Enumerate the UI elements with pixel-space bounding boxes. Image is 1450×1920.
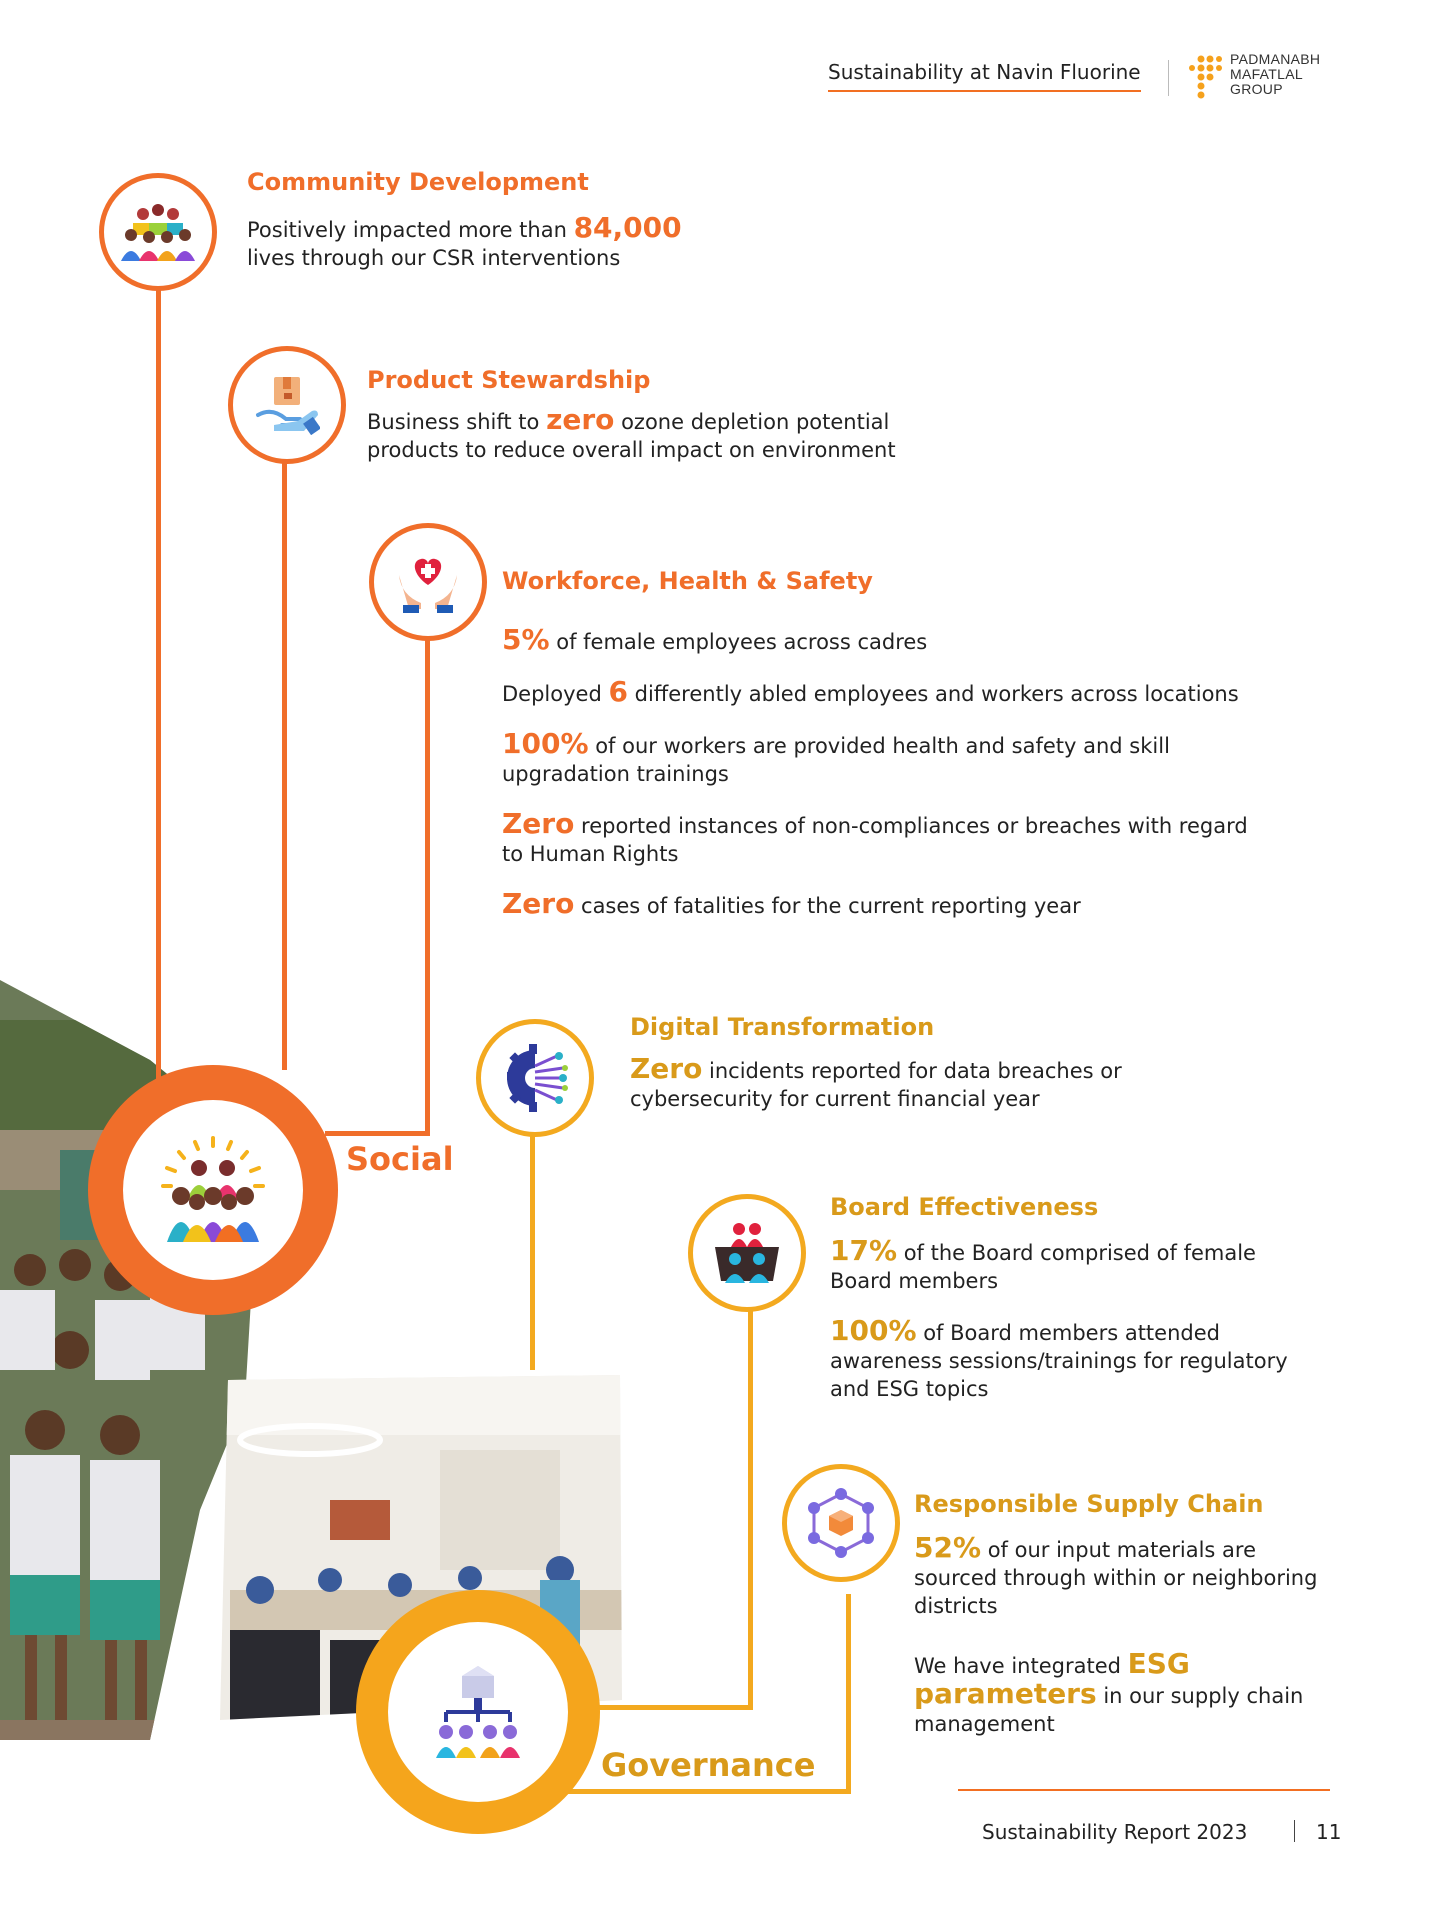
board-item [830, 1314, 1310, 1403]
board-item-highlight: 17% [830, 1234, 898, 1267]
supply-item-highlight: 52% [914, 1531, 982, 1564]
product-stewardship-circle [228, 346, 346, 464]
workforce-list [502, 623, 1262, 942]
social-people-icon [157, 1134, 269, 1246]
community-post: lives through our CSR interventions [247, 246, 621, 270]
header-separator [1168, 60, 1169, 96]
workforce-item-text: of female employees across cadres [549, 630, 928, 654]
workforce-item-text: reported instances of non-compliances or breaches with regard to Human Rights [502, 814, 1248, 866]
digital-highlight: Zero [630, 1052, 703, 1085]
product-highlight: zero [546, 403, 615, 436]
product-heading: Product Stewardship [367, 366, 651, 394]
workforce-item [502, 675, 1262, 708]
community-icon [119, 201, 197, 263]
footer-divider [958, 1789, 1330, 1791]
health-safety-icon [395, 549, 461, 615]
header-title: Sustainability at Navin Fluorine [828, 60, 1141, 92]
supply-item-text: of our input materials are sourced through within or neighboring districts [914, 1538, 1318, 1618]
workforce-item-text: cases of fatalities for the current reporting year [574, 894, 1081, 918]
connector-line [156, 285, 161, 1085]
workforce-item [502, 727, 1262, 788]
product-stewardship-icon [254, 375, 320, 435]
social-circle [123, 1100, 303, 1280]
supply-item [914, 1647, 1334, 1738]
board-icon [711, 1221, 783, 1285]
social-label: Social [346, 1140, 454, 1178]
supply-list [914, 1531, 1334, 1760]
workforce-item [502, 807, 1262, 868]
logo-line-1: PADMANABH [1230, 51, 1321, 67]
connector-line [425, 636, 430, 1136]
community-pre: Positively impacted more than [247, 218, 574, 242]
workforce-item-highlight: 6 [608, 675, 628, 708]
board-item-highlight: 100% [830, 1314, 917, 1347]
connector-line [325, 1131, 430, 1136]
board-circle [688, 1194, 806, 1312]
workforce-circle [369, 523, 487, 641]
workforce-item [502, 623, 1262, 656]
governance-label: Governance [601, 1746, 816, 1784]
community-highlight: 84,000 [573, 211, 682, 244]
community-heading: Community Development [247, 168, 589, 196]
governance-org-icon [428, 1662, 528, 1762]
community-text [247, 211, 787, 272]
digital-body: incidents reported for data breaches or cybersecurity for current financial year [630, 1059, 1122, 1111]
board-item-text: of Board members attended awareness sessions/trainings for regulatory and ESG topics [830, 1321, 1288, 1401]
connector-line [282, 460, 287, 1070]
supply-chain-circle [782, 1464, 900, 1582]
supply-item-pre: We have integrated [914, 1654, 1128, 1678]
digital-circle [476, 1019, 594, 1137]
product-post: ozone depletion potential products to reduce overall impact on environment [367, 410, 896, 462]
board-item-text: of the Board comprised of female Board members [830, 1241, 1256, 1293]
supply-item-text: in our supply chain management [914, 1684, 1304, 1736]
supply-heading: Responsible Supply Chain [914, 1490, 1264, 1518]
group-logo-text [1230, 52, 1320, 97]
board-item [830, 1234, 1310, 1295]
digital-heading: Digital Transformation [630, 1013, 935, 1041]
digital-text [630, 1052, 1230, 1113]
supply-chain-icon [806, 1488, 876, 1558]
workforce-item-text: differently abled employees and workers across locations [627, 682, 1239, 706]
workforce-item-highlight: 100% [502, 727, 589, 760]
workforce-item-highlight: 5% [502, 623, 550, 656]
product-text [367, 403, 967, 464]
board-heading: Board Effectiveness [830, 1193, 1099, 1221]
workforce-item-text: of our workers are provided health and safety and skill upgradation trainings [502, 734, 1170, 786]
digital-gear-icon [499, 1042, 571, 1114]
page-number: 11 [1316, 1820, 1342, 1844]
footer-separator [1294, 1820, 1295, 1842]
workforce-heading: Workforce, Health & Safety [502, 567, 873, 595]
community-development-circle [99, 173, 217, 291]
workforce-item [502, 887, 1262, 920]
group-logo-icon [1188, 54, 1222, 100]
footer-report-title: Sustainability Report 2023 [982, 1820, 1248, 1844]
board-list [830, 1234, 1310, 1425]
product-pre: Business shift to [367, 410, 547, 434]
connector-line [748, 1300, 753, 1710]
connector-line [530, 1120, 535, 1370]
workforce-item-highlight: Zero [502, 807, 575, 840]
supply-item [914, 1531, 1334, 1620]
connector-line [846, 1594, 851, 1794]
connector-line [590, 1705, 753, 1710]
logo-line-3: GROUP [1230, 81, 1283, 97]
connector-line [560, 1789, 851, 1794]
workforce-item-highlight: Zero [502, 887, 575, 920]
logo-line-2: MAFATLAL [1230, 66, 1303, 82]
governance-circle [388, 1622, 568, 1802]
workforce-item-pre: Deployed [502, 682, 609, 706]
supply-item-highlight: ESG parameters [914, 1647, 1190, 1710]
